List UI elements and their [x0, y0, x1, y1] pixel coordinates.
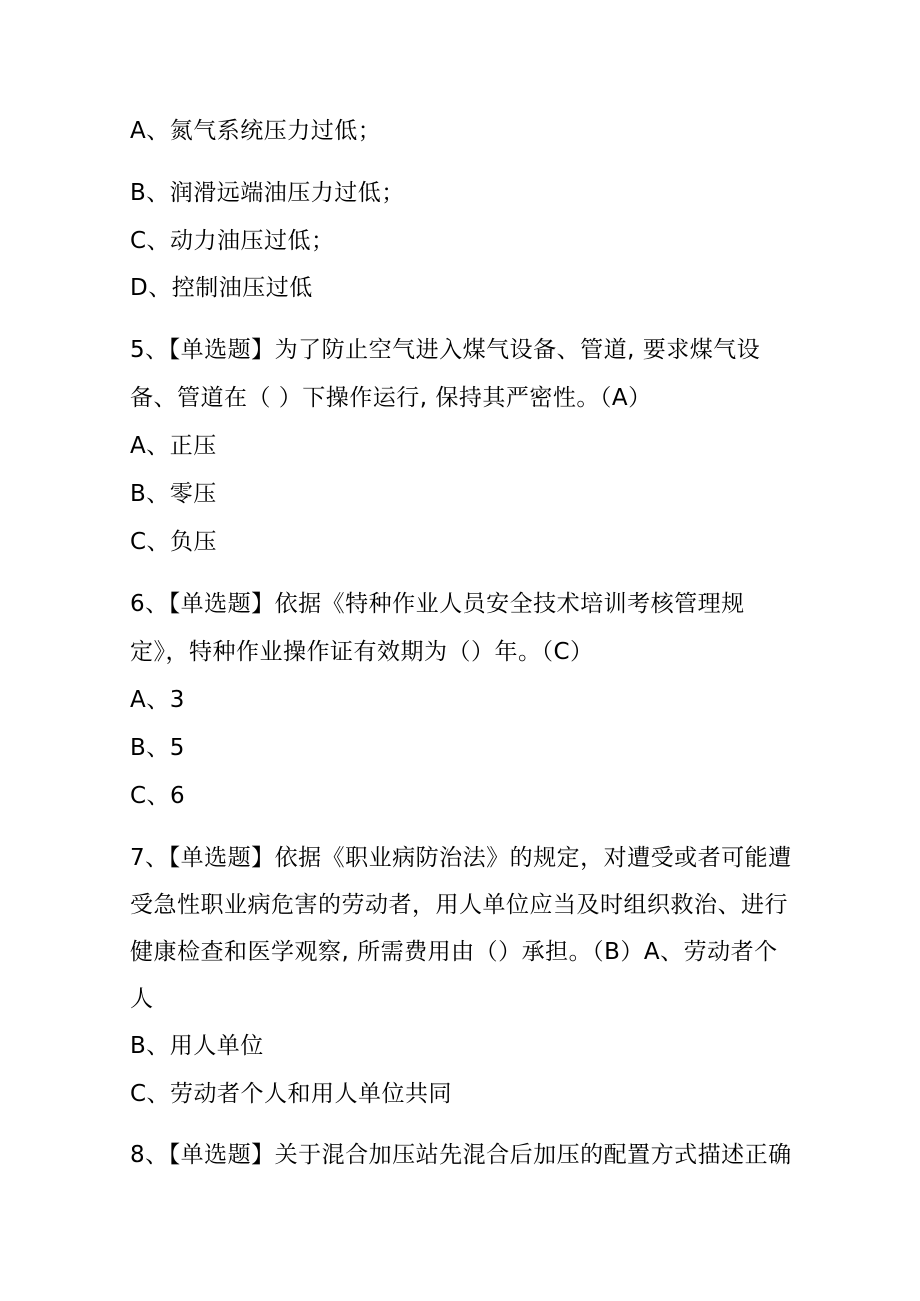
q5-option-a: A、正压 [130, 433, 217, 459]
q5-stem-line-1: 5、【单选题】为了防止空气进入煤气设备、管道, 要求煤气设 [130, 337, 761, 363]
q6-option-c: C、6 [130, 783, 186, 809]
q5-option-c: C、负压 [130, 529, 218, 555]
q7-option-b: B、用人单位 [130, 1033, 264, 1059]
q7-stem-line-1: 7、【单选题】依据《职业病防治法》的规定，对遭受或者可能遭 [130, 845, 792, 871]
q7-option-c: C、劳动者个人和用人单位共同 [130, 1081, 453, 1107]
q4-option-d: D、控制油压过低 [130, 275, 313, 301]
q6-stem-line-1: 6、【单选题】依据《特种作业人员安全技术培训考核管理规 [130, 591, 745, 617]
q4-option-a: A、氮气系统压力过低； [130, 118, 382, 144]
q5-stem-line-2: 备、管道在（ ）下操作运行, 保持其严密性。（A） [130, 385, 652, 411]
q7-stem-line-4: 人 [130, 986, 154, 1012]
q6-stem-line-2: 定》，特种作业操作证有效期为（）年。（C） [130, 639, 594, 665]
q6-option-b: B、5 [130, 735, 185, 761]
q6-option-a: A、3 [130, 687, 185, 713]
q7-stem-line-2: 受急性职业病危害的劳动者，用人单位应当及时组织救治、进行 [130, 892, 788, 918]
q8-stem-line-1: 8、【单选题】关于混合加压站先混合后加压的配置方式描述正确 [130, 1142, 792, 1168]
q4-option-b: B、润滑远端油压力过低； [130, 180, 405, 206]
q4-option-c: C、动力油压过低； [130, 228, 335, 254]
q7-stem-line-3: 健康检查和医学观察, 所需费用由（）承担。（B）A、劳动者个 [130, 939, 778, 965]
q5-option-b: B、零压 [130, 481, 217, 507]
